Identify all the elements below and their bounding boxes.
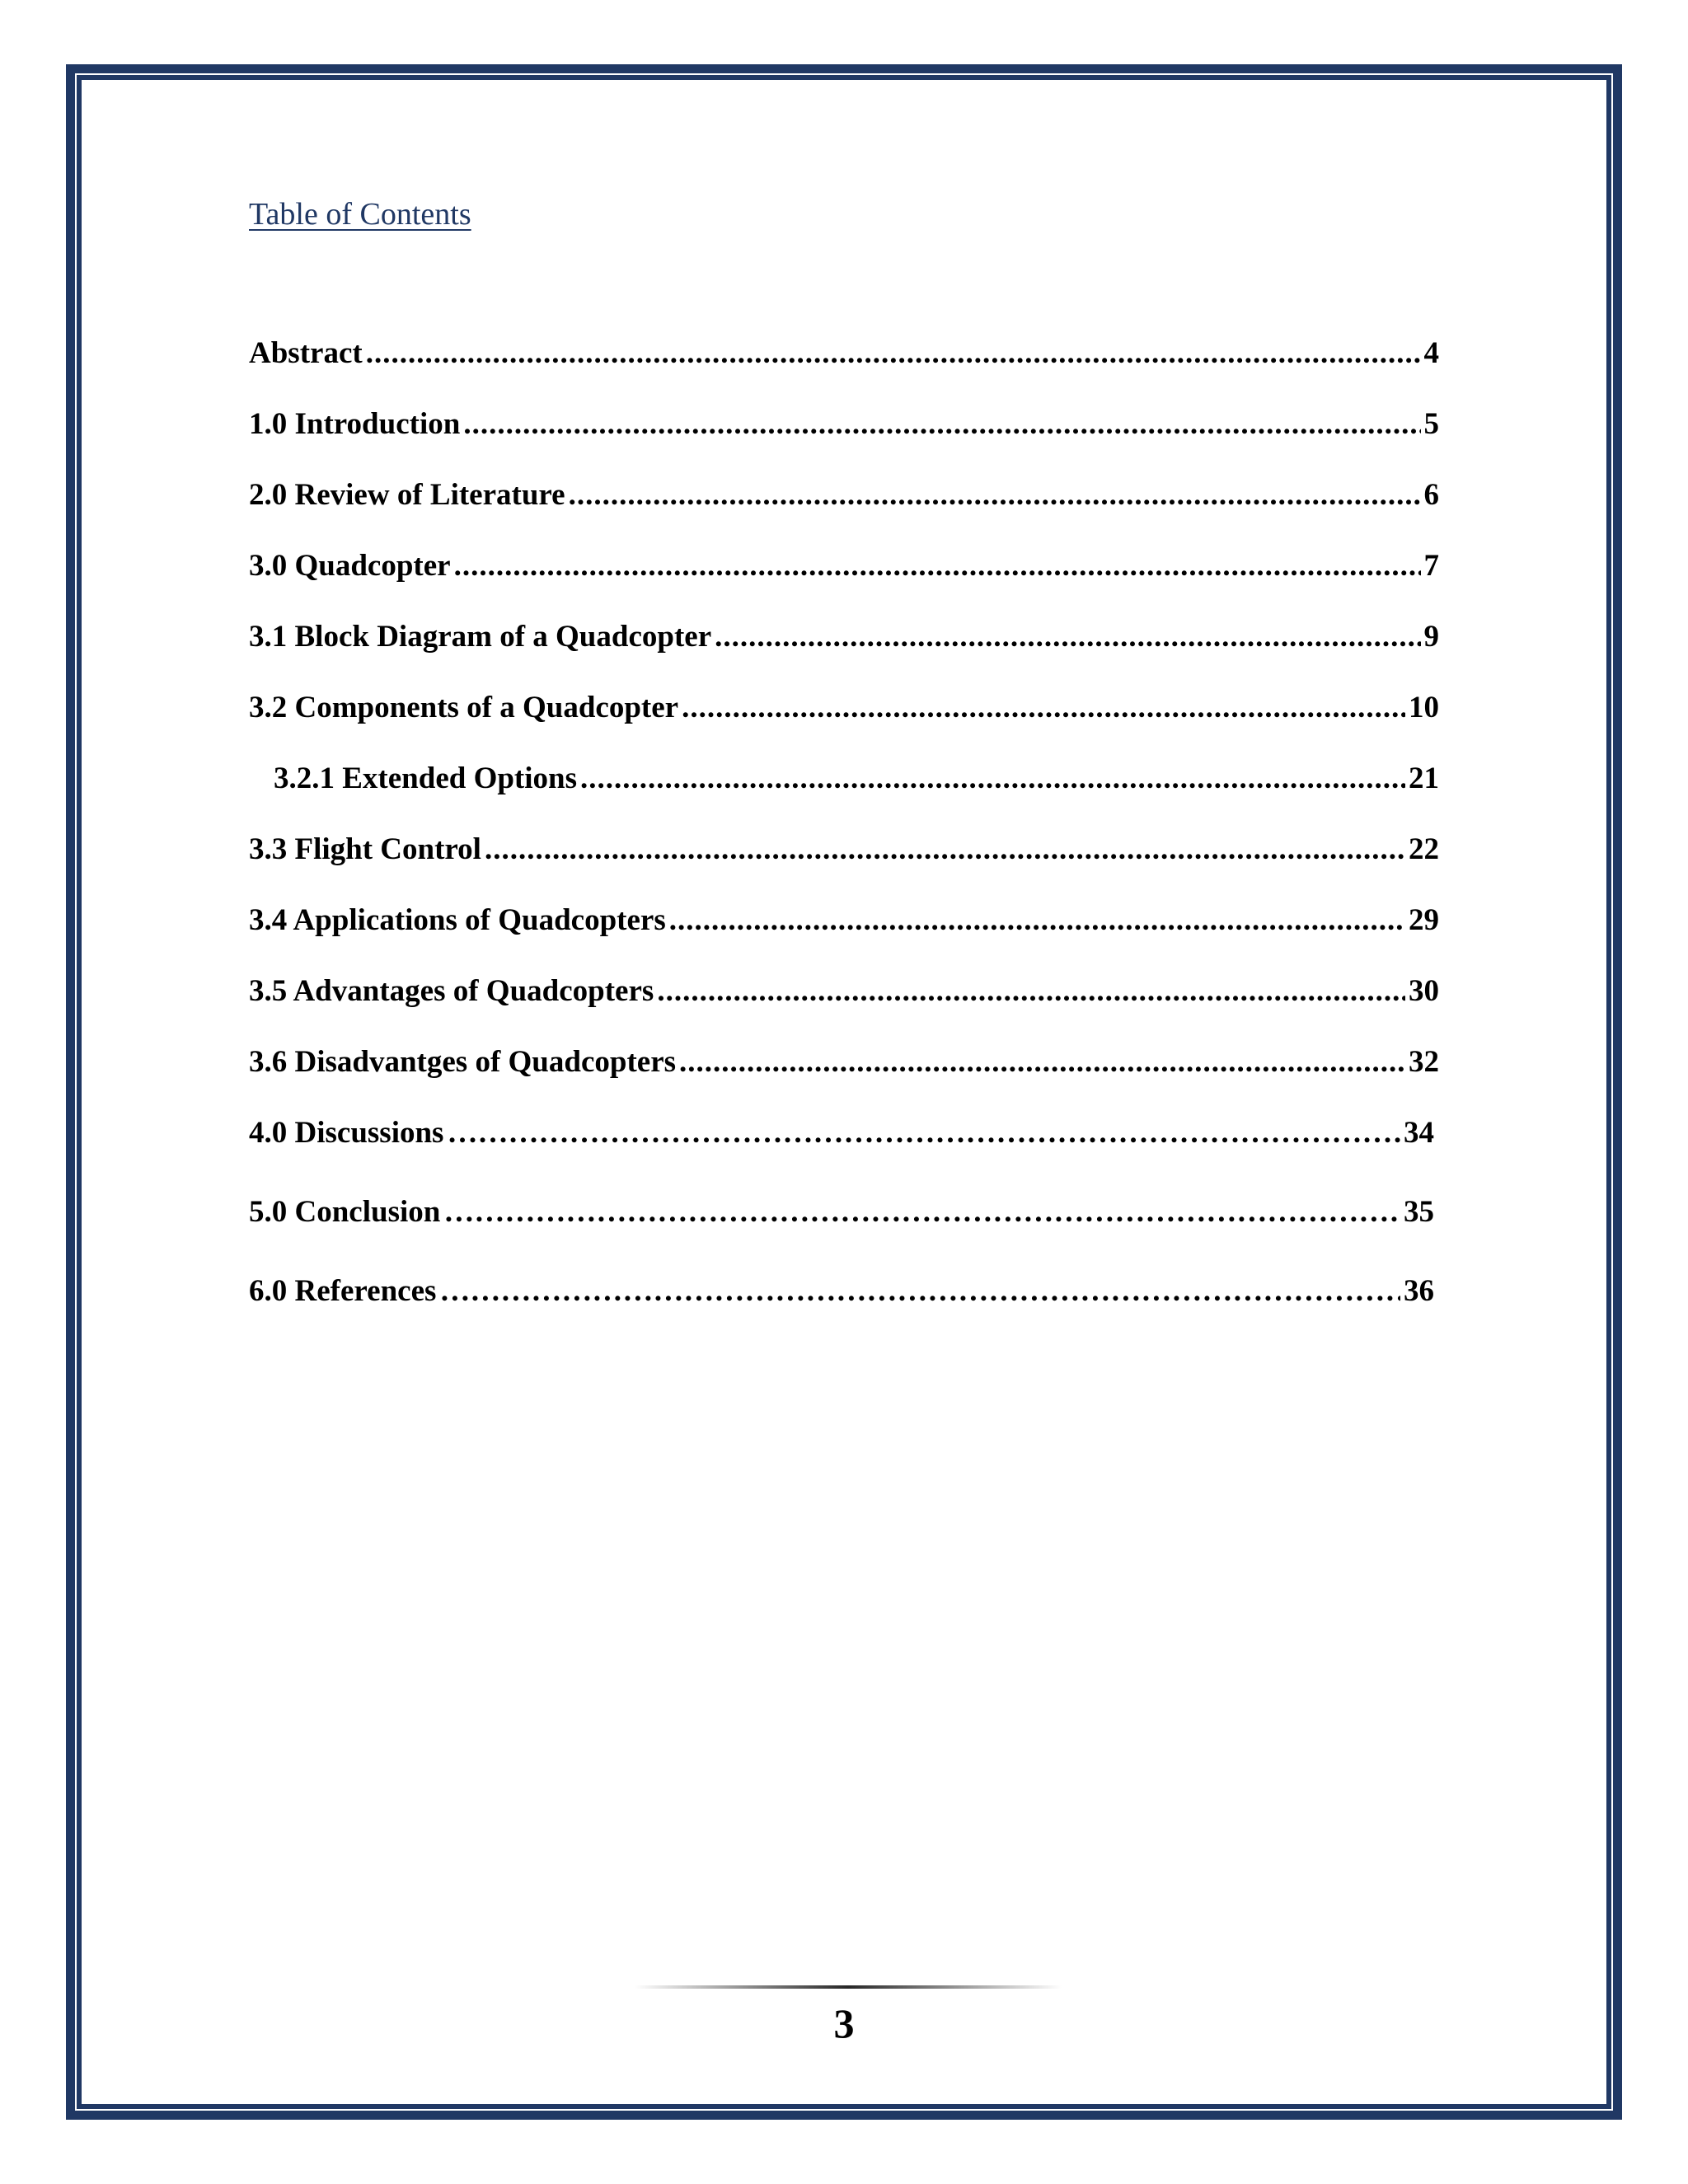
- toc-leader-dots: [463, 406, 1420, 442]
- toc-entry-page: 30: [1409, 974, 1439, 1008]
- toc-entry-components[interactable]: [249, 684, 1439, 725]
- page-number: 3: [833, 2000, 855, 2046]
- toc-entry-block-diagram[interactable]: [249, 613, 1439, 654]
- toc-entry-flight-control[interactable]: [249, 826, 1439, 867]
- toc-entry-references[interactable]: [249, 1268, 1434, 1309]
- toc-entry-title: 3.0 Quadcopter: [249, 549, 451, 583]
- toc-entry-page: 34: [1404, 1116, 1434, 1150]
- toc-entry-page: 7: [1423, 549, 1439, 583]
- toc-leader-dots: [366, 335, 1421, 371]
- toc-entry-title: 6.0 References: [249, 1274, 437, 1308]
- toc-entry-page: 22: [1409, 832, 1439, 866]
- toc-entry-quadcopter[interactable]: [249, 542, 1439, 583]
- toc-entry-advantages[interactable]: [249, 968, 1439, 1009]
- toc-entry-title: 3.5 Advantages of Quadcopters: [249, 974, 654, 1008]
- toc-entry-page: 29: [1409, 903, 1439, 937]
- toc-leader-dots: [569, 477, 1421, 513]
- toc-entry-page: 10: [1409, 691, 1439, 724]
- toc-entry-introduction[interactable]: [249, 401, 1439, 442]
- toc-entry-extended-options[interactable]: [249, 755, 1439, 796]
- toc-leader-dots: [657, 973, 1405, 1009]
- toc-entry-title: 1.0 Introduction: [249, 407, 461, 441]
- toc-leader-dots: [679, 1044, 1405, 1080]
- toc-entry-title: 5.0 Conclusion: [249, 1195, 441, 1229]
- toc-leader-dots: [454, 548, 1421, 583]
- toc-entry-title: 2.0 Review of Literature: [249, 478, 565, 512]
- toc-entry-discussions[interactable]: [249, 1109, 1434, 1151]
- toc-entry-title: 4.0 Discussions: [249, 1116, 444, 1150]
- toc-leader-dots: [447, 1115, 1400, 1151]
- toc-entry-page: 21: [1409, 762, 1439, 795]
- toc-entry-title: Abstract: [249, 336, 363, 370]
- toc-leader-dots: [669, 902, 1405, 938]
- toc-entry-page: 35: [1404, 1195, 1434, 1229]
- toc-entry-abstract[interactable]: [249, 330, 1439, 371]
- toc-entry-page: 4: [1423, 336, 1439, 370]
- toc-entry-conclusion[interactable]: [249, 1188, 1434, 1230]
- toc-leader-dots: [485, 832, 1405, 867]
- toc-entry-applications[interactable]: [249, 897, 1439, 938]
- toc-entry-title: 3.3 Flight Control: [249, 832, 481, 866]
- toc-entry-page: 5: [1423, 407, 1439, 441]
- toc-entry-title: 3.2.1 Extended Options: [274, 762, 578, 795]
- toc-leader-dots: [443, 1194, 1400, 1230]
- toc-entry-title: 3.6 Disadvantges of Quadcopters: [249, 1045, 677, 1079]
- toc-leader-dots: [580, 761, 1405, 796]
- toc-entry-page: 32: [1409, 1045, 1439, 1079]
- toc-leader-dots: [682, 690, 1405, 725]
- toc-heading[interactable]: Table of Contents: [249, 197, 471, 232]
- toc-entry-page: 36: [1404, 1274, 1434, 1308]
- toc-entry-review-of-literature[interactable]: [249, 471, 1439, 513]
- toc-entry-page: 6: [1423, 478, 1439, 512]
- toc-entry-disadvantages[interactable]: [249, 1038, 1439, 1080]
- toc-leader-dots: [439, 1273, 1400, 1309]
- toc-entry-title: 3.4 Applications of Quadcopters: [249, 903, 666, 937]
- toc-entry-page: 9: [1423, 620, 1439, 654]
- toc-leader-dots: [715, 619, 1420, 654]
- footer-divider: [635, 1985, 1062, 1989]
- toc-entry-title: 3.2 Components of a Quadcopter: [249, 691, 679, 724]
- page-border-inner: [77, 75, 1611, 2109]
- toc-entry-title: 3.1 Block Diagram of a Quadcopter: [249, 620, 712, 654]
